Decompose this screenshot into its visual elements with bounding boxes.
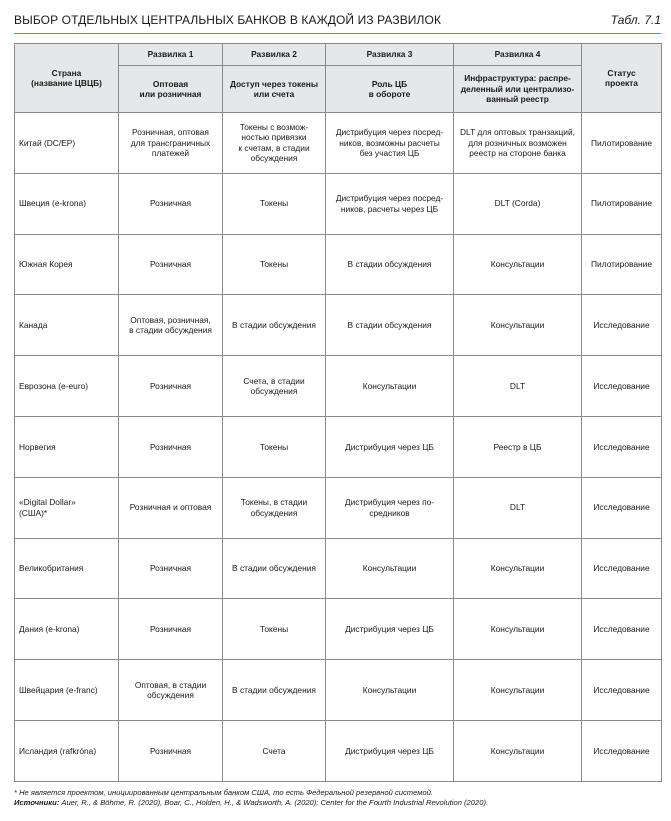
cell-status: Исследование <box>582 477 662 538</box>
cell-status: Пилотирование <box>582 173 662 234</box>
column-header-country <box>15 44 119 113</box>
cell-fork-4: Консультации <box>454 538 582 599</box>
table-header-bar <box>14 11 661 34</box>
cell-fork-2: Токены <box>223 599 326 660</box>
cell-fork-3: Дистрибуция через по- средников <box>326 477 454 538</box>
cell-fork-4: DLT (Corda) <box>454 173 582 234</box>
cell-fork-4: Консультации <box>454 660 582 721</box>
cell-fork-3: Дистрибуция через ЦБ <box>326 416 454 477</box>
table-title: ВЫБОР ОТДЕЛЬНЫХ ЦЕНТРАЛЬНЫХ БАНКОВ В КАЖДОЙ ИЗ РАЗВИЛОК <box>14 13 442 27</box>
cell-fork-3: Дистрибуция через ЦБ <box>326 599 454 660</box>
country-header-label: Страна (название ЦВЦБ) <box>31 67 102 88</box>
table-body <box>15 113 662 782</box>
column-subheader-fork-2: Доступ через токены или счета <box>223 66 326 113</box>
status-header-label: Статус проекта <box>605 67 638 88</box>
cell-fork-2: Токены, в стадии обсуждения <box>223 477 326 538</box>
cell-country: Швеция (e-krona) <box>15 173 119 234</box>
cell-country: Канада <box>15 295 119 356</box>
cell-fork-1: Розничная <box>119 538 223 599</box>
cell-fork-3: Дистрибуция через посред- ников, расчеты через ЦБ <box>326 173 454 234</box>
column-subheader-fork-3: Роль ЦБ в обороте <box>326 66 454 113</box>
cell-fork-2: В стадии обсуждения <box>223 660 326 721</box>
cell-country: Швейцария (e-franc) <box>15 660 119 721</box>
cell-fork-3: В стадии обсуждения <box>326 234 454 295</box>
cell-fork-2: Токены <box>223 173 326 234</box>
cell-fork-1: Розничная <box>119 356 223 417</box>
cell-status: Исследование <box>582 356 662 417</box>
cell-fork-1: Розничная <box>119 173 223 234</box>
table-row <box>15 356 662 417</box>
sources-text: Auer, R., & Böhme, R. (2020), Boar, C., Holden, H., & Wadsworth, A. (2020); Center for the Fourth Industrial Revolution (2020). <box>59 798 489 807</box>
cell-fork-4: DLT для оптовых транзакций, для розничных возможен реестр на стороне банка <box>454 113 582 174</box>
footnote: * Не является проектом, инициированным центральным банком США, то есть Федеральной резервной системой. <box>14 788 434 797</box>
cell-fork-1: Розничная <box>119 599 223 660</box>
cell-country: «Digital Dollar» (США)* <box>15 477 119 538</box>
table-number: Табл. 7.1 <box>610 13 661 27</box>
cell-fork-4: Консультации <box>454 720 582 781</box>
table-row <box>15 113 662 174</box>
column-subheader-fork-1: Оптовая или розничная <box>119 66 223 113</box>
cell-status: Исследование <box>582 660 662 721</box>
cell-fork-2: В стадии обсуждения <box>223 295 326 356</box>
cell-fork-2: Токены <box>223 234 326 295</box>
cell-fork-1: Розничная, оптовая для трансграничных платежей <box>119 113 223 174</box>
cell-fork-4: DLT <box>454 477 582 538</box>
cell-fork-2: Счета <box>223 720 326 781</box>
table-row <box>15 477 662 538</box>
cell-fork-3: Дистрибуция через ЦБ <box>326 720 454 781</box>
cell-fork-3: Консультации <box>326 538 454 599</box>
cell-fork-3: В стадии обсуждения <box>326 295 454 356</box>
cell-fork-4: Реестр в ЦБ <box>454 416 582 477</box>
column-header-fork-3: Развилка 3 <box>326 44 454 66</box>
cell-country: Исландия (rafkróna) <box>15 720 119 781</box>
column-subheader-fork-4: Инфраструктура: распре- деленный или централизо- ванный реестр <box>454 66 582 113</box>
table-notes <box>14 788 661 808</box>
cell-fork-1: Розничная <box>119 720 223 781</box>
cell-status: Пилотирование <box>582 113 662 174</box>
cell-fork-4: Консультации <box>454 295 582 356</box>
cell-fork-3: Консультации <box>326 660 454 721</box>
cbdc-choices-table <box>14 43 662 782</box>
cell-country: Китай (DC/EP) <box>15 113 119 174</box>
cell-country: Великобритания <box>15 538 119 599</box>
table-row <box>15 295 662 356</box>
table-row <box>15 416 662 477</box>
cell-status: Пилотирование <box>582 234 662 295</box>
column-header-status <box>582 44 662 113</box>
column-header-fork-4: Развилка 4 <box>454 44 582 66</box>
cell-fork-4: Консультации <box>454 234 582 295</box>
cell-fork-3: Консультации <box>326 356 454 417</box>
cell-fork-1: Розничная <box>119 416 223 477</box>
sources-label: Источники: <box>14 798 60 807</box>
table-row <box>15 720 662 781</box>
cell-country: Южная Корея <box>15 234 119 295</box>
cell-fork-1: Розничная <box>119 234 223 295</box>
cell-fork-2: Токены <box>223 416 326 477</box>
table-row <box>15 599 662 660</box>
cell-fork-2: В стадии обсуждения <box>223 538 326 599</box>
cell-status: Исследование <box>582 295 662 356</box>
cell-country: Норвегия <box>15 416 119 477</box>
cell-fork-2: Счета, в стадии обсуждения <box>223 356 326 417</box>
table-row <box>15 538 662 599</box>
cell-fork-2: Токены с возмож- ностью привязки к счетам, в стадии обсуждения <box>223 113 326 174</box>
table-row <box>15 234 662 295</box>
column-header-fork-2: Развилка 2 <box>223 44 326 66</box>
cell-fork-1: Оптовая, в стадии обсуждения <box>119 660 223 721</box>
table-row <box>15 660 662 721</box>
cell-fork-1: Розничная и оптовая <box>119 477 223 538</box>
cell-status: Исследование <box>582 720 662 781</box>
column-header-fork-1: Развилка 1 <box>119 44 223 66</box>
sources-line <box>14 798 661 808</box>
cell-fork-4: Консультации <box>454 599 582 660</box>
cell-country: Дания (e-krona) <box>15 599 119 660</box>
table-row <box>15 173 662 234</box>
cell-fork-1: Оптовая, розничная, в стадии обсуждения <box>119 295 223 356</box>
cell-fork-4: DLT <box>454 356 582 417</box>
cell-fork-3: Дистрибуция через посред- ников, возможны расчеты без участия ЦБ <box>326 113 454 174</box>
cell-status: Исследование <box>582 416 662 477</box>
cell-status: Исследование <box>582 538 662 599</box>
cell-country: Еврозона (e-euro) <box>15 356 119 417</box>
cell-status: Исследование <box>582 599 662 660</box>
